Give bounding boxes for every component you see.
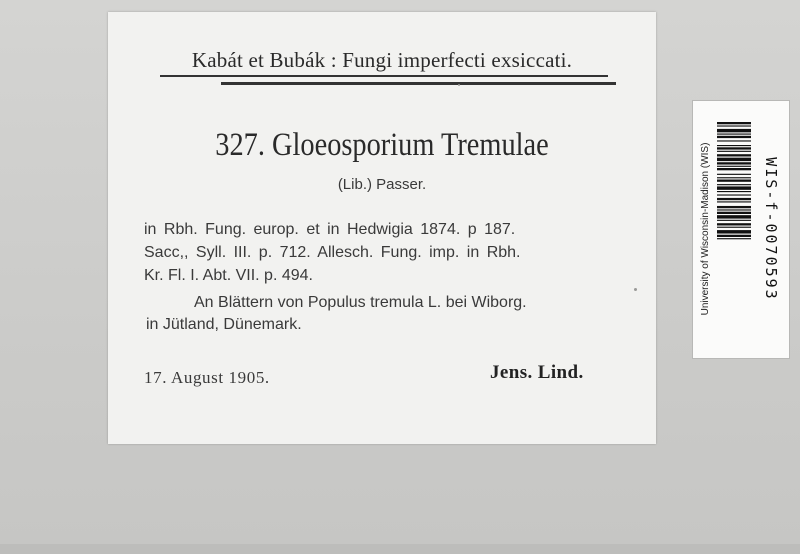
reference-line-2: Sacc,, Syll. III. p. 712. Allesch. Fung. imp. in Rbh. [144, 244, 521, 261]
specimen-label [108, 12, 656, 444]
collector-name: Jens. Lind. [490, 362, 584, 383]
paper-speck [634, 288, 637, 291]
header-double-rule [221, 82, 616, 85]
locality-line-1: An Blättern von Populus tremula L. bei Wiborg. [194, 294, 527, 311]
series-header: Kabát et Bubák : Fungi imperfecti exsiccati. [191, 48, 573, 72]
collection-date: 17. August 1905. [144, 368, 270, 387]
barcode-icon [717, 122, 751, 337]
locality-line-2: in Jütland, Dünemark. [146, 316, 302, 333]
catalog-number: WIS-f-0070593 [762, 157, 780, 301]
reference-line-1: in Rbh. Fung. europ. et in Hedwigia 1874. p 187. [144, 221, 516, 238]
species-title: 327. Gloeosporium Tremulae [215, 127, 549, 163]
barcode-card [692, 100, 790, 359]
reference-line-3: Kr. Fl. I. Abt. VII. p. 494. [144, 267, 313, 284]
institution-text: University of Wisconsin-Madison (WIS) [700, 142, 711, 316]
sheet-edge [0, 544, 800, 554]
paper-speck [458, 84, 460, 86]
header-rule [160, 75, 608, 77]
species-authority: (Lib.) Passer. [337, 176, 427, 193]
